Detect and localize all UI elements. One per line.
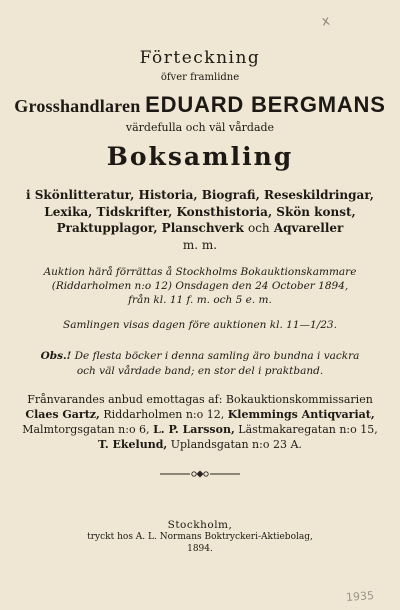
subjects-line: m. m. — [182, 237, 218, 252]
subjects-line-part: Aqvareller — [273, 221, 344, 235]
heading-title-prefix: Grosshandlaren — [14, 96, 141, 116]
agent-address: Uplandsgatan n:o 23 A. — [170, 438, 302, 451]
obs-text: De flesta böcker i denna samling äro bundna i vackra — [74, 350, 360, 362]
auction-notice — [0, 265, 400, 307]
imprint-year: 1894. — [187, 544, 213, 554]
heading-ofver-framlidne: öfver framlidne — [160, 72, 240, 83]
subjects-line — [0, 220, 400, 237]
viewing-notice: Samlingen visas dagen före auktionen kl. 11—1/23. — [63, 319, 337, 331]
commission-agents — [0, 392, 400, 452]
obs-line: och väl vårdade band; en stor del i praktband. — [76, 365, 324, 377]
auction-line: från kl. 11 f. m. och 5 e. m. — [128, 294, 272, 306]
auction-line: Auktion härå förrättas å Stockholms Bokauktionskammare — [43, 266, 357, 278]
pencil-inventory-number: 1935 — [345, 589, 375, 604]
heading-owner-name — [0, 92, 400, 118]
heading-forteckning: Förteckning — [139, 48, 261, 68]
heading-vardefulla: värdefulla och väl vårdade — [125, 121, 275, 134]
subjects-line: Lexika, Tidskrifter, Konsthistoria, Skön konst, — [44, 204, 356, 219]
agent-address: Lästmakaregatan n:o 15, — [238, 423, 378, 436]
auction-line: (Riddarholmen n:o 12) Onsdagen den 24 October 1894, — [51, 280, 349, 292]
agent-address: Malmtorgsgatan n:o 6, — [22, 423, 150, 436]
printer-imprint — [0, 519, 400, 555]
agent-name: T. Ekelund, — [98, 438, 168, 451]
agent-name: L. P. Larsson, — [153, 423, 235, 436]
commission-line — [0, 407, 400, 422]
imprint-city: Stockholm, — [167, 519, 233, 531]
subjects-line-part: Praktupplagor, Planschverk — [56, 221, 244, 235]
ornament-rule-icon — [160, 469, 240, 479]
obs-notice — [0, 349, 400, 379]
heading-owner: EDUARD BERGMANS — [145, 92, 386, 117]
agent-name: Claes Gartz, — [25, 408, 100, 421]
subjects-line-connector: och — [247, 221, 270, 235]
heading-boksamling: Boksamling — [106, 142, 294, 171]
imprint-printer: tryckt hos A. L. Normans Boktryckeri-Aktiebolag, — [87, 532, 313, 542]
subjects-list — [0, 187, 400, 253]
commission-line — [0, 437, 400, 452]
commission-intro: Frånvarandes anbud emottagas af: Bokauktionskommissarien — [27, 393, 373, 406]
agent-name: Klemmings Antiqvariat, — [227, 408, 375, 421]
commission-line — [0, 422, 400, 437]
obs-label: Obs.! — [40, 350, 72, 362]
agent-address: Riddarholmen n:o 12, — [103, 408, 225, 421]
subjects-line: i Skönlitteratur, Historia, Biografi, Reseskildringar, — [26, 188, 374, 202]
obs-line — [0, 349, 400, 364]
pencil-margin-mark: x — [320, 13, 331, 30]
